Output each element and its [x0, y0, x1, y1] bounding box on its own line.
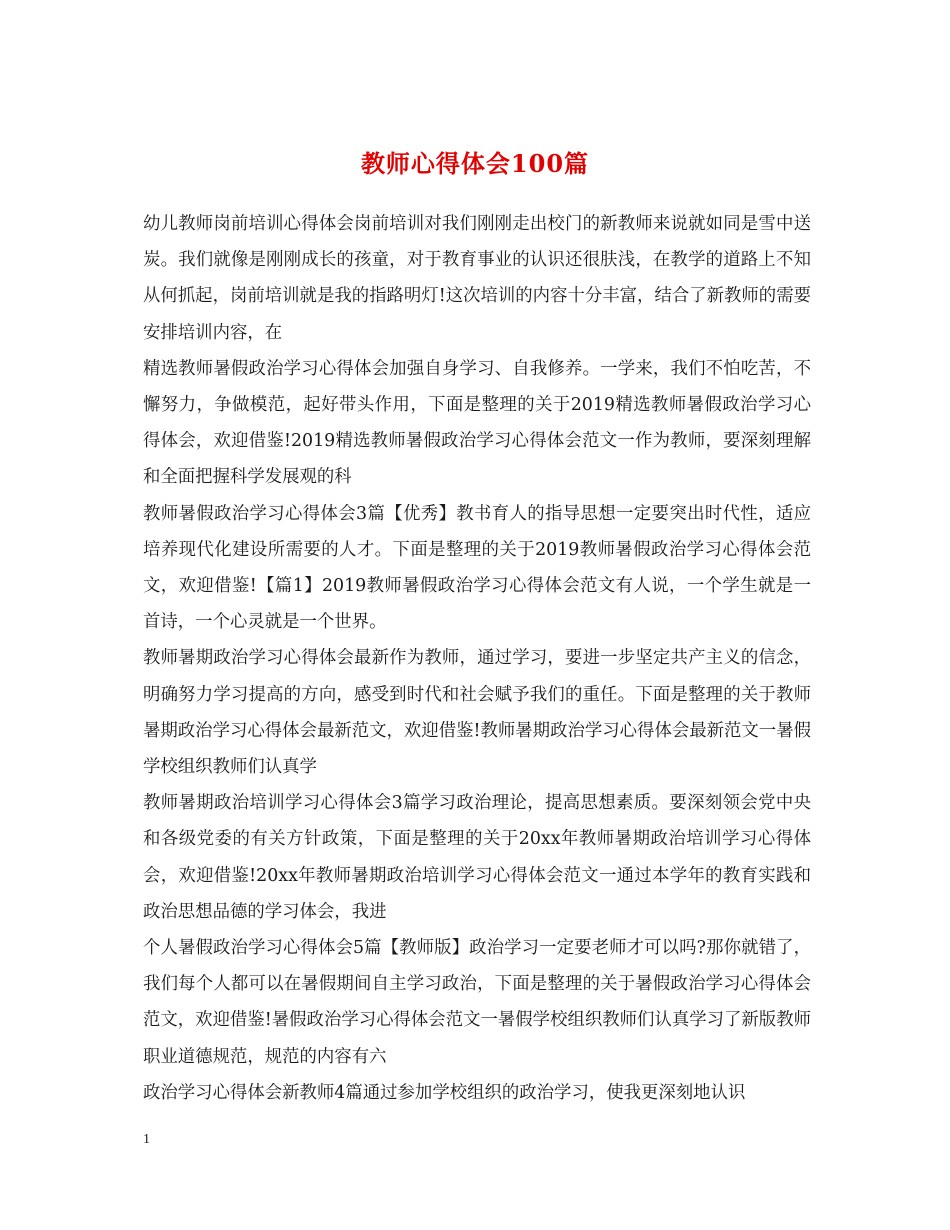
paragraph: 教师暑期政治培训学习心得体会3篇学习政治理论，提高思想素质。要深刻领会党中央和各级党委的有关方针政策，下面是整理的关于20xx年教师暑期政治培训学习心得体会，欢迎借鉴!20xx年教师暑期政治培训学习心得体会范文一通过本学年的教育实践和政治思想品德的学习体会，我进 — [143, 793, 811, 922]
paragraph: 教师暑假政治学习心得体会3篇【优秀】教书育人的指导思想一定要突出时代性，适应培养现代化建设所需要的人才。下面是整理的关于2019教师暑假政治学习心得体会范文，欢迎借鉴!【篇1】2019教师暑假政治学习心得体会范文有人说，一个学生就是一首诗，一个心灵就是一个世界。 — [143, 503, 811, 633]
paragraph: 政治学习心得体会新教师4篇通过参加学校组织的政治学习，使我更深刻地认识 — [143, 1082, 746, 1103]
page-number: 1 — [143, 1132, 150, 1147]
paragraph: 个人暑假政治学习心得体会5篇【教师版】政治学习一定要老师才可以吗?那你就错了，我们每个人都可以在暑假期间自主学习政治，下面是整理的关于暑假政治学习心得体会范文，欢迎借鉴!暑假政治学习心得体会范文一暑假学校组织教师们认真学习了新版教师职业道德规范，规范的内容有六 — [143, 938, 811, 1067]
paragraph: 教师暑期政治学习心得体会最新作为教师，通过学习，要进一步坚定共产主义的信念，明确努力学习提高的方向，感受到时代和社会赋予我们的重任。下面是整理的关于教师暑期政治学习心得体会最新范文，欢迎借鉴!教师暑期政治学习心得体会最新范文一暑假学校组织教师们认真学 — [143, 648, 811, 778]
document-body — [143, 206, 811, 1111]
paragraph: 精选教师暑假政治学习心得体会加强自身学习、自我修养。一学来，我们不怕吃苦，不懈努力，争做模范，起好带头作用，下面是整理的关于2019精选教师暑假政治学习心得体会，欢迎借鉴!2019精选教师暑假政治学习心得体会范文一作为教师，要深刻理解和全面把握科学发展观的科 — [143, 358, 811, 488]
paragraph: 幼儿教师岗前培训心得体会岗前培训对我们刚刚走出校门的新教师来说就如同是雪中送炭。我们就像是刚刚成长的孩童，对于教育事业的认识还很肤浅，在教学的道路上不知从何抓起，岗前培训就是我的指路明灯!这次培训的内容十分丰富，结合了新教师的需要安排培训内容，在 — [143, 214, 811, 343]
document-title: 教师心得体会100篇 — [360, 149, 590, 179]
